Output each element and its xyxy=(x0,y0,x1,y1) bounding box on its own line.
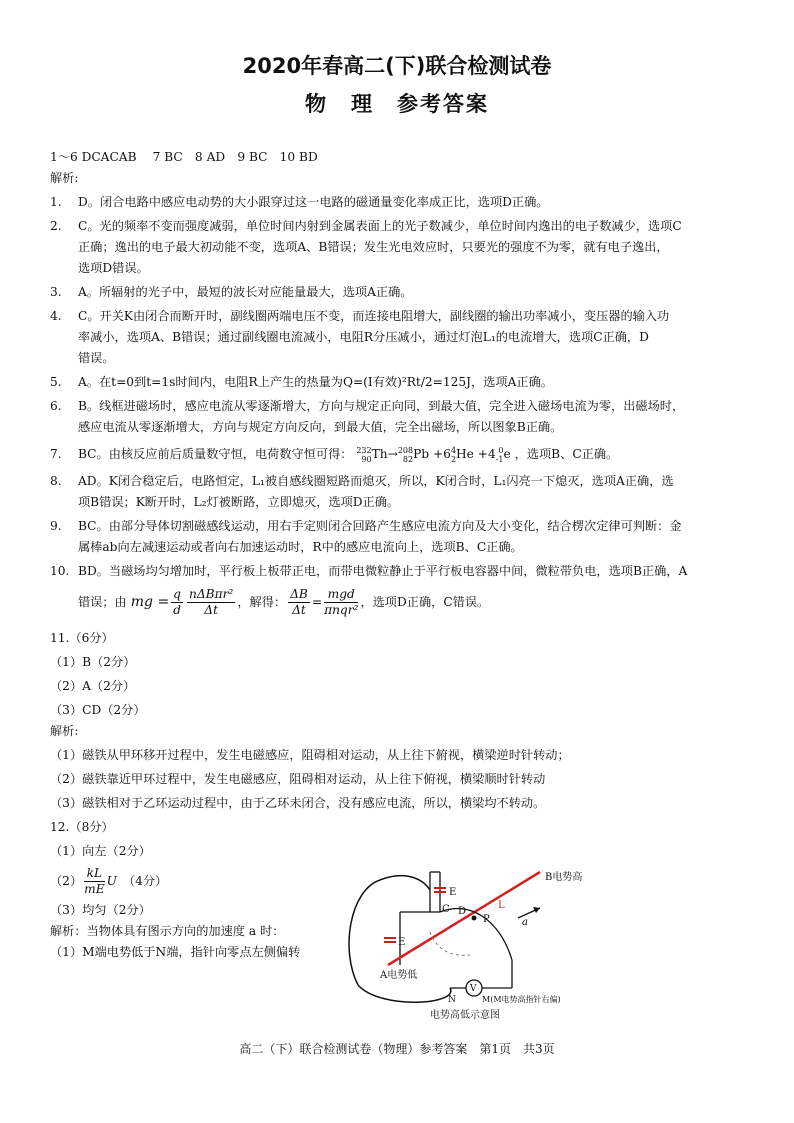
formula-prefix: 错误；由 xyxy=(78,594,127,609)
fraction-denominator: Δt xyxy=(204,602,218,617)
q12-answer: （3）均匀（2分） xyxy=(50,903,151,917)
item-number: 9. xyxy=(50,519,62,533)
q11-detail: （3）磁铁相对于乙环运动过程中，由于乙环未闭合，没有感应电流，所以，横梁均不转动。 xyxy=(50,796,546,810)
item-line: C。开关K由闭合而断开时，副线圈两端电压不变，而连接电阻增大，副线圈的输出功率减小，变压器的输入功 xyxy=(78,309,670,323)
item-1 xyxy=(50,192,740,213)
q11-detail: （1）磁铁从甲环移开过程中，发生电磁感应，阻碍相对运动，从上往下俯视，横梁逆时针转动； xyxy=(50,748,570,762)
q11-analysis-label: 解析: xyxy=(50,724,79,738)
item-text-before: BC。由核反应前后质量数守恒，电荷数守恒可得： xyxy=(78,447,353,461)
item-line: C。光的频率不变而强度减弱，单位时间内射到金属表面上的光子数减少，单位时间内逸出的电子数减少，选项C xyxy=(78,219,682,233)
label-e1: E xyxy=(449,887,457,898)
item-number: 5. xyxy=(50,375,62,389)
item-3 xyxy=(50,282,740,303)
fraction-denominator: πnqr² xyxy=(324,602,359,617)
item-line: 属棒ab向左减速运动或者向右加速运动时，R中的感应电流向上，选项B、C正确。 xyxy=(78,540,523,554)
nuclear-equation: 232 90Th→208 82Pb +64 2He +4 0 -1e xyxy=(356,445,515,464)
item-5 xyxy=(50,372,740,393)
item-line: 项B错误；K断开时，L₂灯被断路，立即熄灭，选项D正确。 xyxy=(78,495,400,509)
item-6 xyxy=(50,396,740,438)
item-number: 7. xyxy=(50,447,62,461)
label-c: C xyxy=(442,904,450,915)
item-8 xyxy=(50,471,740,513)
item-line: B。线框进磁场时，感应电流从零逐渐增大，方向与规定正向同，到最大值，完全进入磁场电流为零，出磁场时， xyxy=(78,399,685,413)
item-7 xyxy=(50,444,740,465)
item-line: 率减小，选项A、B错误；通过副线圈电流减小，电阻R分压减小，通过灯泡L₁的电流增大，选项C正确，D xyxy=(78,330,649,344)
fraction-numerator: nΔBπr² xyxy=(188,586,234,601)
fraction-result xyxy=(324,587,358,618)
item-10 xyxy=(50,561,740,582)
item-10-formula xyxy=(50,582,740,622)
item-line: 选项D错误。 xyxy=(78,261,149,275)
page-title: 2020年春高二(下)联合检测试卷 xyxy=(242,54,552,78)
diagram-caption: 电势高低示意图 xyxy=(430,1010,500,1020)
item-number: 3. xyxy=(50,285,62,299)
fraction-numerator: kL xyxy=(84,866,104,882)
formula-lhs: mg = xyxy=(130,593,170,610)
fraction-denominator: mE xyxy=(84,881,105,896)
item-line: BC。由部分导体切割磁感线运动，用右手定则闭合回路产生感应电流方向及大小变化，结合楞次定律可判断：金 xyxy=(78,519,682,533)
fraction-kl-me xyxy=(84,866,104,897)
page-footer: 高二（下）联合检测试卷（物理）参考答案 第1页 共3页 xyxy=(239,1042,555,1056)
fraction-numerator: ΔB xyxy=(290,586,308,601)
q12-heading: 12.（8分） xyxy=(50,820,114,834)
item-text: D。闭合电路中感应电动势的大小跟穿过这一电路的磁通量变化率成正比，选项D正确。 xyxy=(78,195,549,209)
q12-variable: U xyxy=(106,873,117,888)
item-number: 10. xyxy=(50,564,70,578)
item-2 xyxy=(50,216,740,279)
item-number: 2. xyxy=(50,219,62,233)
item-text: A。所辐射的光子中，最短的波长对应能量最大，选项A正确。 xyxy=(78,285,413,299)
item-number: 1. xyxy=(50,195,62,209)
label-v: V xyxy=(470,984,477,994)
item-line: 正确；逸出的电子最大初动能不变，选项A、B错误；发生光电效应时，只要光的强度不为零，就有电子逸出， xyxy=(78,240,669,254)
analysis-label: 解析: xyxy=(50,171,79,185)
label-l: L xyxy=(498,900,505,911)
label-b: B电势高 xyxy=(545,872,583,883)
equals-sign: = xyxy=(311,594,323,609)
potential-diagram xyxy=(340,860,610,1020)
fraction-numerator: mgd xyxy=(324,587,358,603)
item-line: 错误。 xyxy=(78,351,115,365)
item-line: AD。K闭合稳定后，电路恒定，L₁被自感线圈短路而熄灭，所以，K闭合时，L₁闪亮一下熄灭，选项A正确，选 xyxy=(78,474,674,488)
q12-answer: （1）向左（2分） xyxy=(50,844,151,858)
label-n: N xyxy=(448,995,456,1005)
q12-answer-prefix: （2） xyxy=(50,873,83,888)
q11-answer: （2）A（2分） xyxy=(50,679,136,693)
fraction-numerator: q xyxy=(173,586,181,601)
label-m: M(M电势高指针右偏) xyxy=(482,995,561,1004)
item-text: A。在t=0到t=1s时间内，电阻R上产生的热量为Q=(I有效)²Rt/2=125J，选项A正确。 xyxy=(78,375,553,389)
label-a: A电势低 xyxy=(380,970,418,981)
page-subtitle: 物 理 参考答案 xyxy=(305,92,489,116)
fraction-emf xyxy=(187,587,235,618)
q11-detail: （2）磁铁靠近甲环过程中，发生电磁感应，阻碍相对运动，从上往下俯视，横梁顺时针转动 xyxy=(50,772,546,786)
q11-answer: （1）B（2分） xyxy=(50,655,136,669)
q11-answer: （3）CD（2分） xyxy=(50,703,146,717)
fraction-denominator: d xyxy=(173,602,181,617)
formula-suffix: ，选项D正确，C错误。 xyxy=(360,594,490,609)
q12-answer-suffix: （4分） xyxy=(122,873,168,888)
fraction-denominator: Δt xyxy=(292,602,306,617)
item-9 xyxy=(50,516,740,558)
item-number: 4. xyxy=(50,309,62,323)
answers-line: 1～6 DCACAB 7 BC 8 AD 9 BC 10 BD xyxy=(50,150,318,164)
label-p: P xyxy=(483,914,490,925)
answer-content xyxy=(50,147,740,963)
label-e2: E xyxy=(398,937,406,948)
fraction-q-d xyxy=(171,587,183,618)
label-acceleration: a xyxy=(522,917,528,928)
item-text: BD。当磁场均匀增加时，平行板上板带正电，而带电微粒静止于平行板电容器中间，微粒带负电，选项B正确，A xyxy=(78,564,688,578)
formula-middle: ，解得： xyxy=(237,594,287,609)
item-text-after: ，选项B、C正确。 xyxy=(514,447,619,461)
item-line: 感应电流从零逐渐增大，方向与规定方向反向，到最大值，完全出磁场，所以图象B正确。 xyxy=(78,420,563,434)
q12-analysis: 解析：当物体具有图示方向的加速度 a 时： xyxy=(50,924,285,938)
fraction-db-dt xyxy=(288,587,310,618)
item-number: 8. xyxy=(50,474,62,488)
item-number: 6. xyxy=(50,399,62,413)
item-4 xyxy=(50,306,740,369)
q11-heading: 11.（6分） xyxy=(50,631,114,645)
q12-detail: （1）M端电势低于N端，指针向零点左侧偏转 xyxy=(50,945,301,959)
label-d: D xyxy=(458,906,467,917)
